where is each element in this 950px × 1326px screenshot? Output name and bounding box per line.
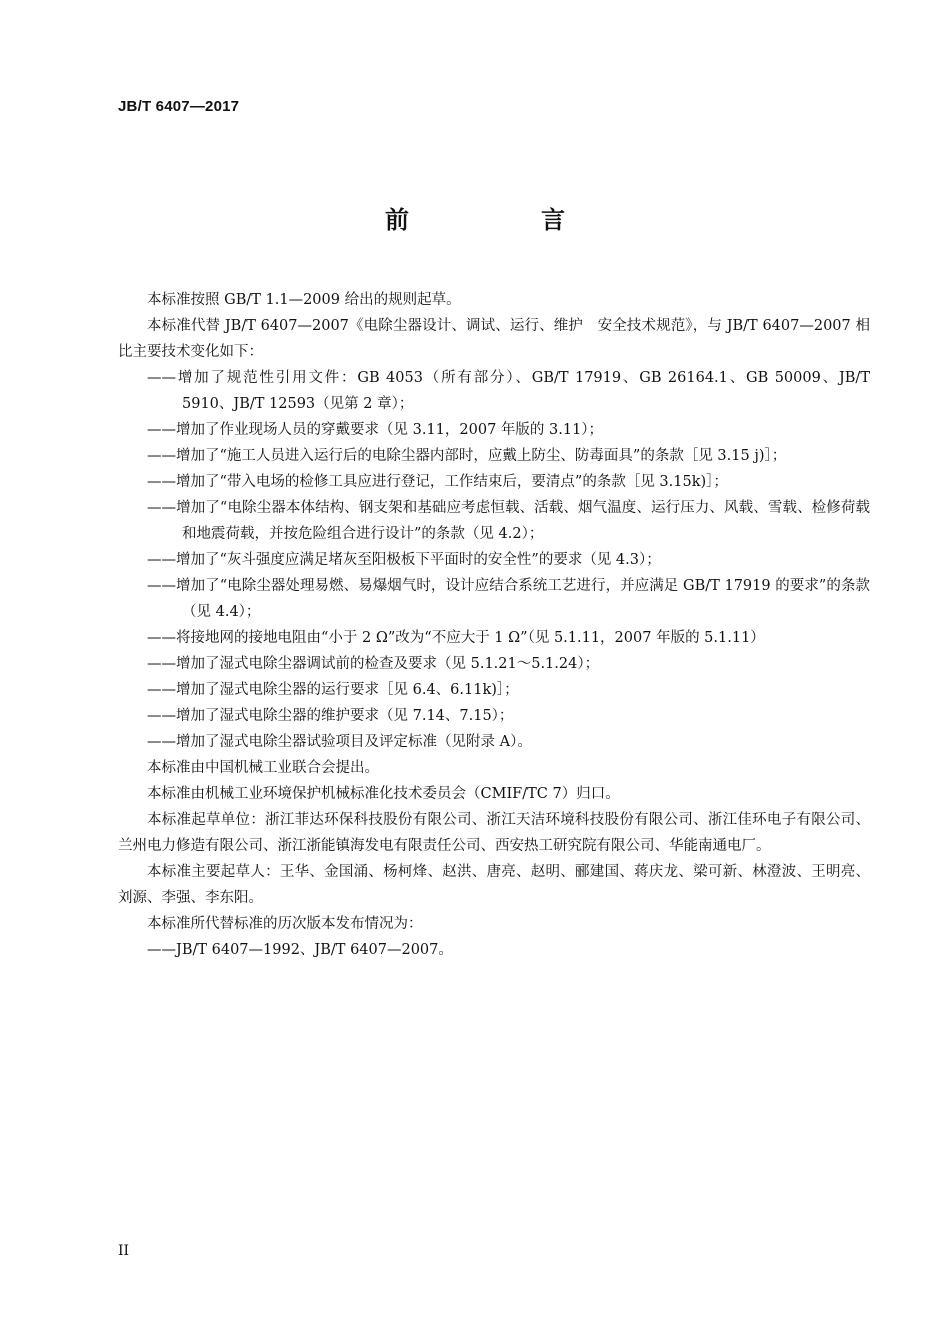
paragraph-drafting-units: 本标准起草单位：浙江菲达环保科技股份有限公司、浙江天洁环境科技股份有限公司、浙江佳环电子有限公司、兰州电力修造有限公司、浙江浙能镇海发电有限责任公司、西安热工研究院有限公司、华能南通电厂。 [118,812,870,854]
page-number: II [118,1243,130,1259]
paragraph-centralizer: 本标准由机械工业环境保护机械标准化技术委员会（CMIF/TC 7）归口。 [147,786,620,802]
change-item: ——增加了规范性引用文件：GB 4053（所有部分）、GB/T 17919、GB 26164.1、GB 50009、JB/T 5910、JB/T 12593（见第 2 章）； [147,370,870,412]
change-item: ——增加了湿式电除尘器的运行要求［见 6.4、6.11k)］； [147,682,519,698]
history-item: ——JB/T 6407—1992、JB/T 6407—2007。 [147,942,453,958]
change-item: ——增加了作业现场人员的穿戴要求（见 3.11，2007 年版的 3.11）； [147,422,604,438]
change-item: ——增加了“带入电场的检修工具应进行登记，工作结束后，要清点”的条款［见 3.15k)］； [147,474,728,490]
change-item: ——增加了“施工人员进入运行后的电除尘器内部时，应戴上防尘、防毒面具”的条款［见 3.15 j)］； [147,448,787,464]
change-item: ——增加了“电除尘器本体结构、钢支架和基础应考虑恒载、活载、烟气温度、运行压力、风载、雪载、检修荷载和地震荷载，并按危险组合进行设计”的条款（见 4.2）； [147,500,870,542]
preface-body [118,287,870,963]
change-item: ——增加了“电除尘器处理易燃、易爆烟气时，设计应结合系统工艺进行，并应满足 GB/T 17919 的要求”的条款（见 4.4）； [147,578,870,620]
paragraph-replacement: 本标准代替 JB/T 6407—2007《电除尘器设计、调试、运行、维护 安全技术规范》，与 JB/T 6407—2007 相比主要技术变化如下： [118,318,870,360]
change-item: ——增加了湿式电除尘器试验项目及评定标准（见附录 A）。 [147,734,532,750]
paragraph-drafting-rule: 本标准按照 GB/T 1.1—2009 给出的规则起草。 [147,292,461,308]
paragraph-history-intro: 本标准所代替标准的历次版本发布情况为： [147,916,423,932]
change-item: ——增加了湿式电除尘器的维护要求（见 7.14、7.15）； [147,708,514,724]
change-item: ——将接地网的接地电阻由“小于 2 Ω”改为“不应大于 1 Ω”（见 5.1.11，2007 年版的 5.1.11） [147,630,765,646]
standard-code: JB/T 6407—2017 [118,98,240,115]
paragraph-drafters: 本标准主要起草人：王华、金国涌、杨柯烽、赵洪、唐亮、赵明、郦建国、蒋庆龙、梁可新、林澄波、王明亮、刘源、李强、李东阳。 [118,864,870,906]
change-item: ——增加了“灰斗强度应满足堵灰至阳极板下平面时的安全性”的要求（见 4.3）； [147,552,661,568]
paragraph-proposer: 本标准由中国机械工业联合会提出。 [147,760,379,776]
change-item: ——增加了湿式电除尘器调试前的检查及要求（见 5.1.21～5.1.24）； [147,656,600,672]
page-title: 前 言 [385,206,619,234]
